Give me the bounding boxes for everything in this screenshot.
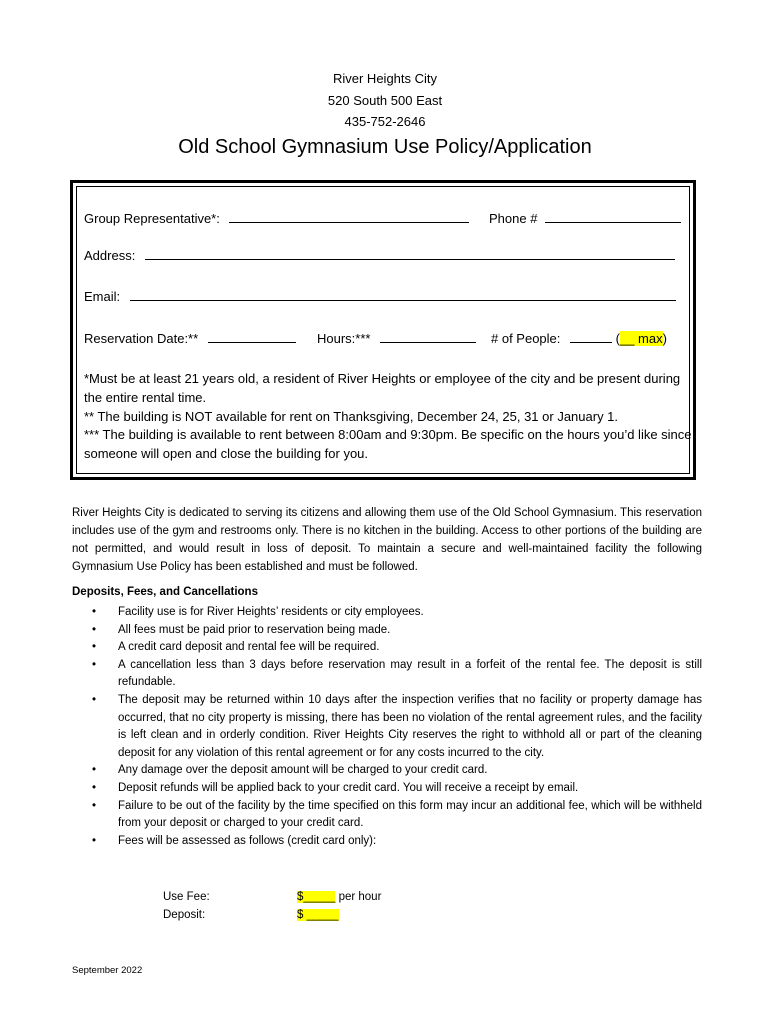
address-row	[84, 246, 675, 263]
bullet: •	[92, 834, 97, 847]
use-fee-value[interactable]: $_____	[297, 891, 336, 903]
use-fee-suffix: per hour	[335, 891, 382, 903]
list-item: • Any damage over the deposit amount will be charged to your credit card.	[72, 762, 702, 780]
policy-list	[72, 604, 702, 850]
deposit-value-group	[297, 906, 339, 924]
document-header	[0, 68, 770, 133]
rep-field[interactable]	[229, 209, 469, 223]
address-field[interactable]	[145, 246, 675, 260]
bullet: •	[92, 623, 97, 636]
hours-row	[317, 329, 476, 346]
use-fee-value-group	[297, 888, 381, 906]
max-close: )	[662, 331, 667, 346]
list-item: • A credit card deposit and rental fee will be required.	[72, 639, 702, 657]
rep-row	[84, 209, 469, 226]
list-item: • Fees will be assessed as follows (credit card only):	[72, 833, 702, 851]
list-item: • Deposit refunds will be applied back to your credit card. You will receive a receipt by email.	[72, 780, 702, 798]
phone-label: Phone #	[489, 211, 538, 226]
list-item: • A cancellation less than 3 days before reservation may result in a forfeit of the rental fee. The deposit is still refundable.	[92, 658, 702, 689]
note-age: *Must be at least 21 years old, a resident of River Heights or employee of the city and be present during the entire rental time.	[84, 371, 681, 405]
date-label: Reservation Date:**	[84, 331, 199, 346]
note-hours: *** The building is available to rent between 8:00am and 9:30pm. Be specific on the hours you’d like since someone will open and close the building for you.	[84, 427, 692, 462]
people-row	[491, 329, 667, 346]
bullet: •	[92, 764, 97, 777]
list-item: • The deposit may be returned within 10 days after the inspection verifies that no facility or property damage has occurred, that no city property is missing, there has been no violation of the rental agreement rules, and the facility is left clean and in orderly condition. River Heights City reserves the right to withhold all or part of the cleaning deposit for any violation of this rental agreement or for any costs incurred to the city.	[92, 693, 702, 759]
deposit-value[interactable]: $ _____	[297, 909, 339, 921]
people-label: # of People:	[491, 331, 561, 346]
org-name: River Heights City	[332, 71, 438, 86]
rep-label: Group Representative*:	[84, 211, 220, 226]
page-title: Old School Gymnasium Use Policy/Application	[178, 136, 592, 158]
org-phone: 435-752-2646	[344, 114, 426, 129]
phone-field[interactable]	[545, 209, 681, 223]
list-item: • Failure to be out of the facility by the time specified on this form may incur an additional fee, which will be withheld from your deposit or charged to your credit card.	[92, 799, 702, 830]
bullet: •	[92, 693, 97, 706]
use-fee-label: Use Fee:	[163, 891, 210, 903]
bullet: •	[92, 799, 97, 812]
phone-row	[489, 209, 681, 226]
address-label: Address:	[84, 248, 136, 263]
reservation-row	[84, 329, 296, 346]
footer-date: September 2022	[72, 965, 143, 976]
note-holidays: ** The building is NOT available for rent on Thanksgiving, December 24, 25, 31 or January 1.	[84, 408, 619, 424]
email-field[interactable]	[130, 287, 676, 301]
bullet: •	[92, 781, 97, 794]
date-field[interactable]	[208, 329, 296, 343]
bullet: •	[92, 606, 97, 618]
intro-paragraph: River Heights City is dedicated to serving its citizens and allowing them use of the Old School Gymnasium. This reservation includes use of the gym and restrooms only. There is no kitchen in the building. Access to other portions of the building are not permitted, and would result in loss of deposit. To maintain a secure and well-maintained facility the following Gymnasium Use Policy has been established and must be followed.	[72, 507, 702, 573]
people-field[interactable]	[570, 329, 612, 343]
bullet: •	[92, 658, 97, 671]
hours-label: Hours:***	[317, 331, 371, 346]
max-open: (	[615, 331, 620, 346]
email-label: Email:	[84, 289, 121, 304]
deposit-label: Deposit:	[163, 909, 206, 921]
form-notes	[84, 370, 694, 464]
list-item: • All fees must be paid prior to reservation being made.	[72, 622, 702, 640]
list-item: • Facility use is for River Heights’ residents or city employees.	[72, 604, 702, 622]
section-title: Deposits, Fees, and Cancellations	[72, 586, 258, 598]
hours-field[interactable]	[380, 329, 476, 343]
bullet: •	[92, 641, 97, 654]
org-address: 520 South 500 East	[327, 92, 443, 108]
max-people-highlight: __ max	[619, 331, 663, 346]
email-row	[84, 287, 676, 304]
